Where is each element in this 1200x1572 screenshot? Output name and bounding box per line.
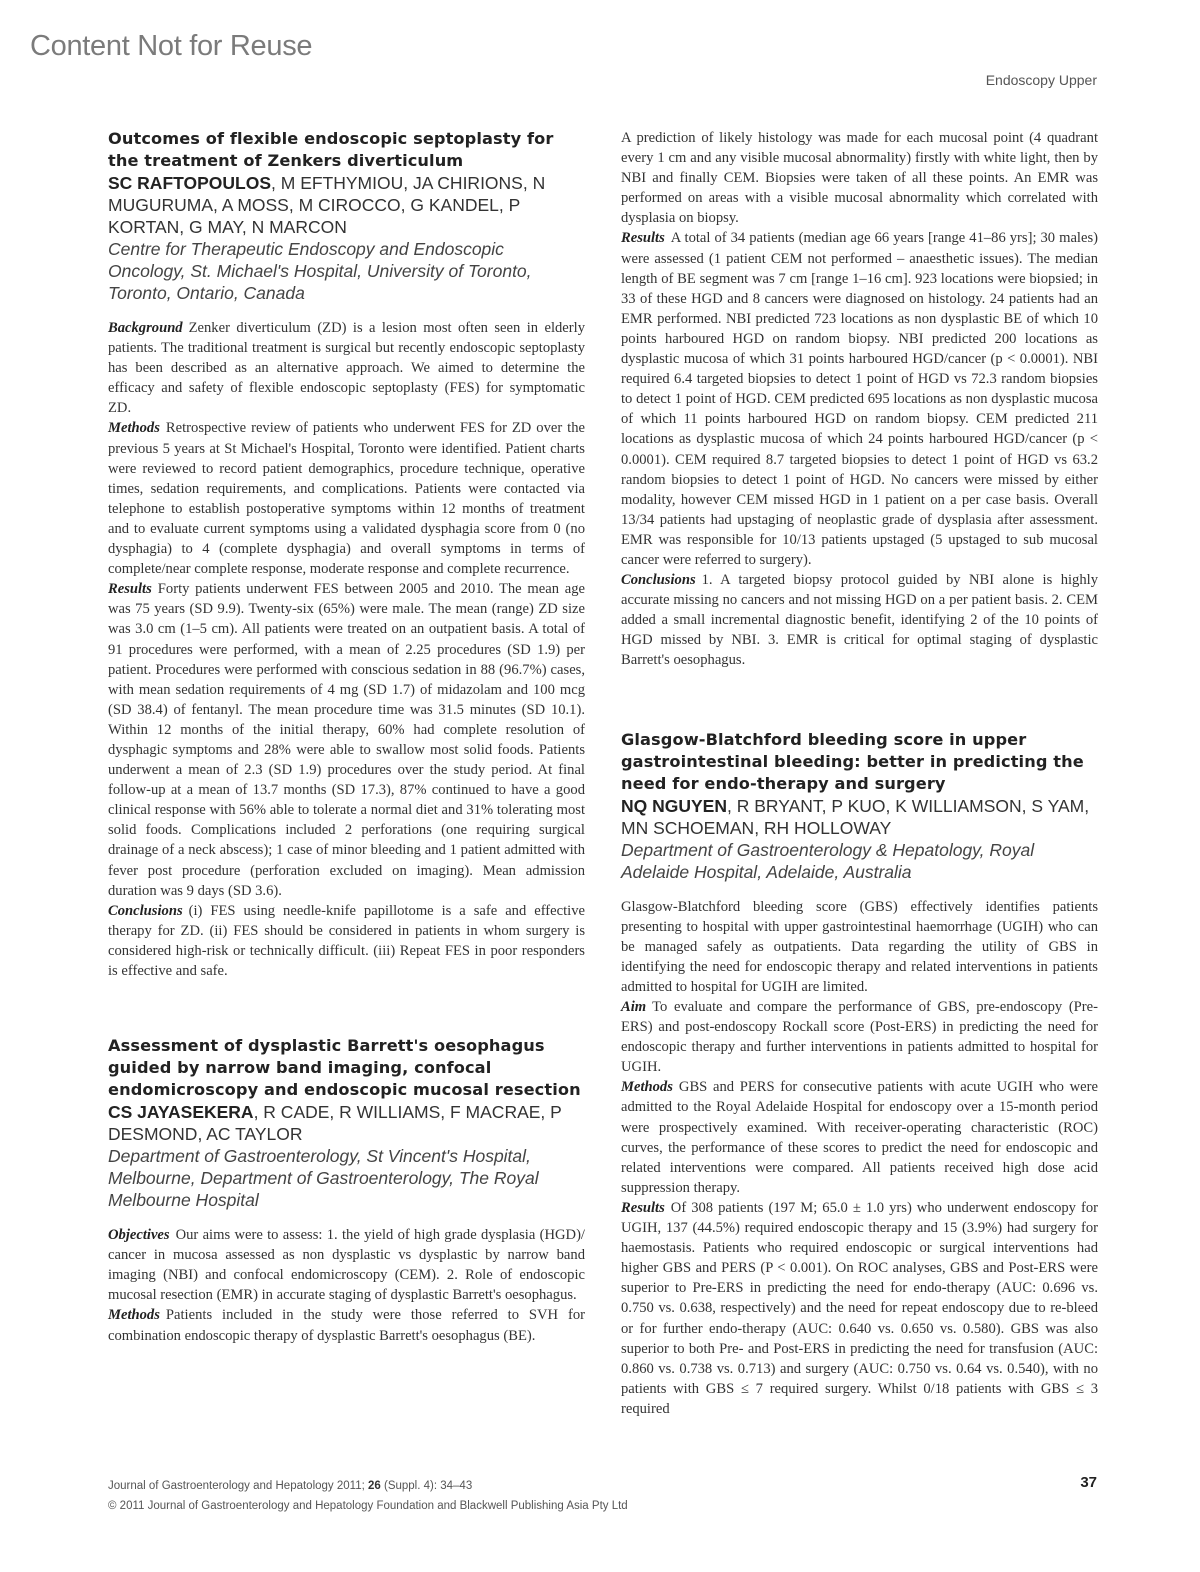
section-text: GBS and PERS for consecutive patients with acute UGIH who were admitted to the Royal Adelaide Hospital for endoscopy over a 15-month period were prospectively examined. With receiver-operating characteristic (ROC) curves, the performance of these scores to predict the need for endoscopic and related interventions were compared. All patients received high dose acid suppression therapy. [621,1079,1098,1196]
abstract-glasgow-blatchford [621,729,1098,1419]
journal-volume: 26 [368,1480,381,1492]
abstract-barretts [108,1035,585,1346]
right-column [621,128,1098,1419]
section-results [108,579,585,901]
spacer [108,981,585,1035]
journal-name: Journal of Gastroenterology and Hepatology 2011; [108,1480,368,1492]
section-text: Patients included in the study were those referred to SVH for combination endoscopic therapy of dysplastic Barrett's oesophagus (BE). [108,1307,585,1344]
abstract-title: Assessment of dysplastic Barrett's oesophagus guided by narrow band imaging, confocal endomicroscopy and endoscopic mucosal resection [108,1036,581,1100]
page-footer [108,1476,1098,1516]
section-text: A prediction of likely histology was made for each mucosal point (4 quadrant every 1 cm and any visible mucosal abnormality) firstly with white light, then by NBI and finally CEM. Biopsies were taken of all these points. An EMR was performed on areas with a visible mucosal abnormality which correlated with dysplasia on biopsy. [621,130,1098,227]
other-authors: , R BRYANT, P KUO, K WILLIAMSON, S YAM, MN SCHOEMAN, RH HOLLOWAY [621,795,1090,838]
affiliation: Department of Gastroenterology, St Vincent's Hospital, Melbourne, Department of Gastroenterology, The Royal Melbourne Hospital [108,1146,539,1211]
author-list [621,795,1098,839]
abstract-title: Glasgow-Blatchford bleeding score in upper gastrointestinal bleeding: better in predicting the need for endo-therapy and surgery [621,729,1084,793]
abstract-zenker [108,128,585,981]
lead-author: NQ NGUYEN [621,795,727,816]
left-column [108,128,585,1346]
section-objectives [108,1225,585,1305]
section-label: Results [621,230,665,247]
spacer [621,671,1098,729]
section-text: (i) FES using needle-knife papillotome is a safe and effective therapy for ZD. (ii) FES should be considered in patients in whom surgery is considered high-risk or technically difficult. (iii) Repeat FES in poor responders is effective and safe. [108,902,585,979]
section-text: Forty patients underwent FES between 2005 and 2010. The mean age was 75 years (SD 9.9). Twenty-six (65%) were male. The mean (range) ZD size was 3.0 cm (1–5 cm). All patients were treated on an outpatient basis. A total of 91 procedures were performed, with a mean of 2.25 procedures (SD 1.9) per patient. Procedures were performed with conscious sedation in 88 (96.7%) cases, with mean sedation requirements of 4 mg (SD 1.7) of midazolam and 100 mcg (SD 38.4) of fentanyl. The mean procedure time was 31.5 minutes (SD 10.1). Within 12 months of the initial therapy, 60% had complete resolution of dysphagic symptoms and 28% were able to swallow most solid foods. Patients underwent a mean of 2.3 (SD 1.9) procedures over the study period. At final follow-up at a mean of 13.7 months (SD 17.3), 87% continued to have a good clinical response with 56% able to tolerate a normal diet and 31% tolerating most solid foods. Complications included 2 perforations (one requiring surgical drainage of a neck abscess); 1 case of minor bleeding and 1 patient admitted with fever post procedure (perforation excluded on imaging). Mean admission duration was 9 days (SD 3.6). [108,581,585,899]
section-results [621,1198,1098,1419]
author-list [108,1101,585,1145]
section-text: A total of 34 patients (median age 66 years [range 41–86 yrs]; 30 males) were assessed (1 patient CEM not performed – anaesthetic issues). The median length of BE segment was 7 cm [range 1–16 cm]. 923 locations were biopsied; in 33 of these HGD and 8 cancers were diagnosed on histology. 24 patients had an EMR performed. NBI predicted 723 locations as non dysplastic BE of which 10 points harboured HGD on random biopsy. NBI predicted 200 locations as dysplastic mucosa of which 31 points harboured HGD/cancer (p < 0.0001). NBI required 6.4 targeted biopsies to detect 1 point of HGD vs 72.3 random biopsies to detect 1 point of HGD. CEM predicted 695 locations as non dysplastic mucosa of which 11 points harboured HGD on random biopsy. CEM predicted 211 locations as dysplastic mucosa of which 24 points harboured HGD/cancer (p < 0.0001). CEM required 8.7 targeted biopsies to detect 1 point of HGD vs 63.2 random biopsies to detect 1 point of HGD. No cancers were missed by either modality, however CEM missed HGD in 1 patient on a per case basis. Overall 13/34 patients had upstaging of neoplastic grade of dysplasia after assessment. EMR was responsible for 10/13 patients upstaged (5 upstaged to sub mucosal cancer were referred to surgery). [621,230,1098,568]
lead-author: SC RAFTOPOULOS [108,173,272,193]
section-text: Glasgow-Blatchford bleeding score (GBS) effectively identifies patients presenting to hospital with upper gastrointestinal haemorrhage (UGIH) who can be managed safely as outpatients. Data regarding the utility of GBS in identifying the need for endoscopic therapy and related interventions in patients admitted to hospital for UGIH are limited. [621,898,1098,995]
other-authors: , R CADE, R WILLIAMS, F MACRAE, P DESMOND, AC TAYLOR [108,1102,562,1145]
abstract-barretts-continued [621,128,1098,671]
section-text: Zenker diverticulum (ZD) is a lesion most often seen in elderly patients. The traditional treatment is surgical but recently endoscopic septoplasty has been described as an alternative approach. We aimed to determine the efficacy and safety of flexible endoscopic septoplasty (FES) for symptomatic ZD. [108,320,585,417]
page-number: 37 [1080,1474,1097,1491]
section-label: Methods [108,1307,160,1324]
section-results [621,228,1098,570]
section-text: To evaluate and compare the performance of GBS, pre-endoscopy (Pre-ERS) and post-endoscopy Rockall score (Post-ERS) in predicting the need for endoscopic therapy and further interventions in patients admitted to hospital for UGIH. [621,999,1098,1076]
watermark: Content Not for Reuse [30,30,313,62]
affiliation: Department of Gastroenterology & Hepatology, Royal Adelaide Hospital, Adelaide, Australia [621,839,1035,882]
section-label: Objectives [108,1227,170,1244]
section-label: Results [108,581,152,598]
section-background [108,318,585,418]
section-label: Results [621,1199,665,1216]
journal-issue-pages: (Suppl. 4): 34–43 [380,1480,473,1492]
copyright-notice: © 2011 Journal of Gastroenterology and Hepatology Foundation and Blackwell Publishing Asia Pty Ltd [108,1500,628,1512]
section-text: Our aims were to assess: 1. the yield of high grade dysplasia (HGD)/ cancer in mucosa assessed as non dysplastic vs dysplastic by narrow band imaging (NBI) and confocal endomicroscopy (CEM). 2. Role of endoscopic mucosal resection (EMR) in accurate staging of dysplastic Barrett's oesophagus. [108,1227,585,1304]
journal-citation [108,1476,1098,1496]
section-methods-continued [621,128,1098,228]
section-text: Of 308 patients (197 M; 65.0 ± 1.0 yrs) who underwent endoscopy for UGIH, 137 (44.5%) required endoscopic therapy and 15 (3.9%) had surgery for haemostasis. Patients who required endoscopic or surgical interventions had higher GBS and PERS (P < 0.001). On ROC analyses, GBS and Post-ERS were superior to Pre-ERS in predicting the need for endo-therapy (AUC: 0.696 vs. 0.750 vs. 0.638, respectively) and the need for repeat endoscopy due to re-bleed or for further endo-therapy (AUC: 0.640 vs. 0.650 vs. 0.580). GBS was also superior to both Pre- and Post-ERS in predicting the need for transfusion (AUC: 0.860 vs. 0.738 vs. 0.713) and surgery (AUC: 0.750 vs. 0.64 vs. 0.540), with no patients with GBS ≤ 7 required surgery. Whilst 0/18 patients with GBS ≤ 3 required [621,1199,1098,1417]
section-label: Methods [621,1079,673,1096]
section-conclusions [621,570,1098,670]
section-label: Methods [108,420,160,437]
section-label: Conclusions [621,572,696,589]
section-intro [621,897,1098,997]
section-label: Background [108,320,183,336]
running-head: Endoscopy Upper [985,72,1097,88]
section-methods [108,1305,585,1345]
section-aim [621,997,1098,1077]
other-authors: , M EFTHYMIOU, JA CHIRIONS, N MUGURUMA, A MOSS, M CIROCCO, G KANDEL, P KORTAN, G MAY, N MARCON [108,173,546,237]
section-methods [108,418,585,579]
section-text: 1. A targeted biopsy protocol guided by NBI alone is highly accurate missing no cancers and not missing HGD on a per patient basis. 2. CEM added a small incremental diagnostic benefit, identifying 2 of the 10 points of HGD missed by NBI. 3. EMR is critical for optimal staging of dysplastic Barrett's oesophagus. [621,572,1098,669]
abstract-title: Outcomes of flexible endoscopic septoplasty for the treatment of Zenkers diverticulum [108,129,554,170]
section-text: Retrospective review of patients who underwent FES for ZD over the previous 5 years at St Michael's Hospital, Toronto were identified. Patient charts were reviewed to record patient demographics, procedure technique, operative times, sedation requirements, and complications. Patients were contacted via telephone to establish postoperative symptoms within 12 months of treatment and to evaluate current symptoms using a validated dysphagia score from 0 (no dysphagia) to 4 (complete dysphagia) and overall symptoms in terms of complete/near complete response, moderate response and complete recurrence. [108,420,585,578]
section-conclusions [108,901,585,981]
section-methods [621,1077,1098,1198]
section-label: Aim [621,999,647,1015]
lead-author: CS JAYASEKERA [108,1102,254,1123]
affiliation: Centre for Therapeutic Endoscopy and Endoscopic Oncology, St. Michael's Hospital, University of Toronto, Toronto, Ontario, Canada [108,239,532,303]
author-list [108,172,585,238]
section-label: Conclusions [108,902,183,919]
